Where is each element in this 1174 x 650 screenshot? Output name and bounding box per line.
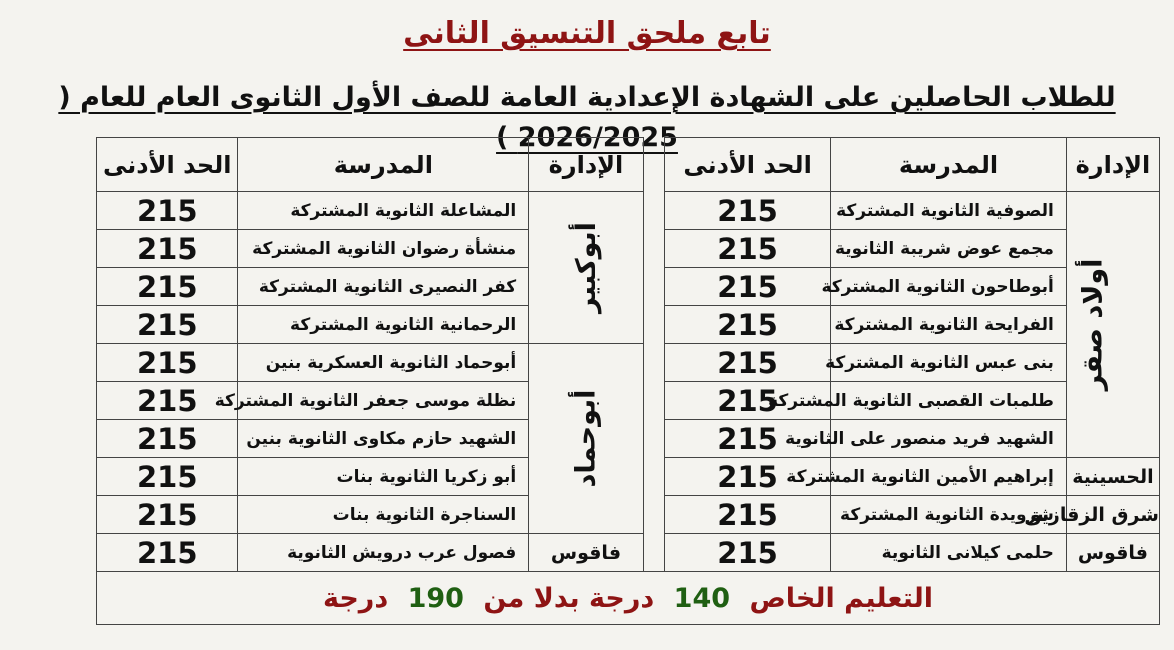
min-score: 215 [97,230,238,268]
column-gap [643,534,664,572]
page-subtitle: للطلاب الحاصلين على الشهادة الإعدادية العامة للصف الأول الثانوى العام للعام ( 2026/2025 ) [58,82,1116,153]
admin-cell: الحسينية [1066,458,1159,496]
min-score: 215 [97,192,238,230]
column-gap [643,344,664,382]
admin-cell [529,192,643,344]
header-min-score: الحد الأدنى [97,138,238,192]
column-gap [643,458,664,496]
school-name: الرحمانية الثانوية المشتركة [238,306,529,344]
admin-label: أولاد صقر [1077,258,1109,391]
column-gap [643,192,664,230]
min-score: 215 [665,344,831,382]
header-admin: الإدارة [529,138,643,192]
school-name: الشهيد حازم مكاوى الثانوية بنين [238,420,529,458]
school-name: بنى عبس الثانوية المشتركة [831,344,1067,382]
school-name: السناجرة الثانوية بنات [238,496,529,534]
admin-cell [529,344,643,534]
min-score: 215 [97,344,238,382]
column-gap [643,138,664,192]
footer-text: درجة بدلا من [483,582,655,614]
school-name: أبوحماد الثانوية العسكرية بنين [238,344,529,382]
min-score: 215 [97,534,238,572]
min-score: 215 [665,230,831,268]
school-name: كفر النصيرى الثانوية المشتركة [238,268,529,306]
min-score: 215 [665,306,831,344]
column-gap [643,382,664,420]
min-score: 215 [97,458,238,496]
min-score: 215 [665,534,831,572]
admin-cell [1066,192,1159,458]
admin-cell: شرق الزقازيق [1066,496,1159,534]
admin-cell: فاقوس [529,534,643,572]
column-gap [643,306,664,344]
header-min-score: الحد الأدنى [665,138,831,192]
min-score: 215 [665,382,831,420]
min-score: 215 [97,420,238,458]
column-gap [643,230,664,268]
min-score: 215 [97,306,238,344]
footer-text: درجة [322,582,389,614]
min-score: 215 [97,382,238,420]
school-name: نظلة موسى جعفر الثانوية المشتركة [238,382,529,420]
school-name: أبوطاحون الثانوية المشتركة [831,268,1067,306]
min-score: 215 [665,458,831,496]
admission-table [96,137,1160,625]
school-name: منشأة رضوان الثانوية المشتركة [238,230,529,268]
column-gap [643,268,664,306]
min-score: 215 [665,192,831,230]
column-gap [643,496,664,534]
min-score: 215 [97,496,238,534]
school-name: إبراهيم الأمين الثانوية المشتركة [831,458,1067,496]
admin-label: أبوحماد [570,389,602,488]
footer-text: التعليم الخاص [749,582,934,614]
header-row [97,138,1160,192]
admin-label: أبوكبير [570,222,602,313]
header-admin: الإدارة [1066,138,1159,192]
table-row [97,192,1160,230]
min-score: 215 [665,496,831,534]
admin-cell: فاقوس [1066,534,1159,572]
school-name: طلمبات القصبى الثانوية المشتركة [831,382,1067,420]
school-name: أبو زكريا الثانوية بنات [238,458,529,496]
min-score: 215 [665,268,831,306]
header-school: المدرسة [238,138,529,192]
school-name: فصول عرب درويش الثانوية [238,534,529,572]
school-name: المشاعلة الثانوية المشتركة [238,192,529,230]
min-score: 215 [97,268,238,306]
school-name: شرويدة الثانوية المشتركة [831,496,1067,534]
page-title: تابع ملحق التنسيق الثانى [403,16,771,51]
column-gap [643,420,664,458]
school-name: مجمع عوض شريبة الثانوية [831,230,1067,268]
school-name: الصوفية الثانوية المشتركة [831,192,1067,230]
footer-number: 140 [673,582,731,614]
footer-number: 190 [407,582,464,614]
special-education-note [97,572,1160,625]
school-name: حلمى كيلانى الثانوية [831,534,1067,572]
school-name: الفرايحة الثانوية المشتركة [831,306,1067,344]
min-score: 215 [665,420,831,458]
table-row [97,344,1160,382]
footer-row [97,572,1160,625]
header-school: المدرسة [831,138,1067,192]
school-name: الشهيد فريد منصور على الثانوية [831,420,1067,458]
table-row [97,534,1160,572]
